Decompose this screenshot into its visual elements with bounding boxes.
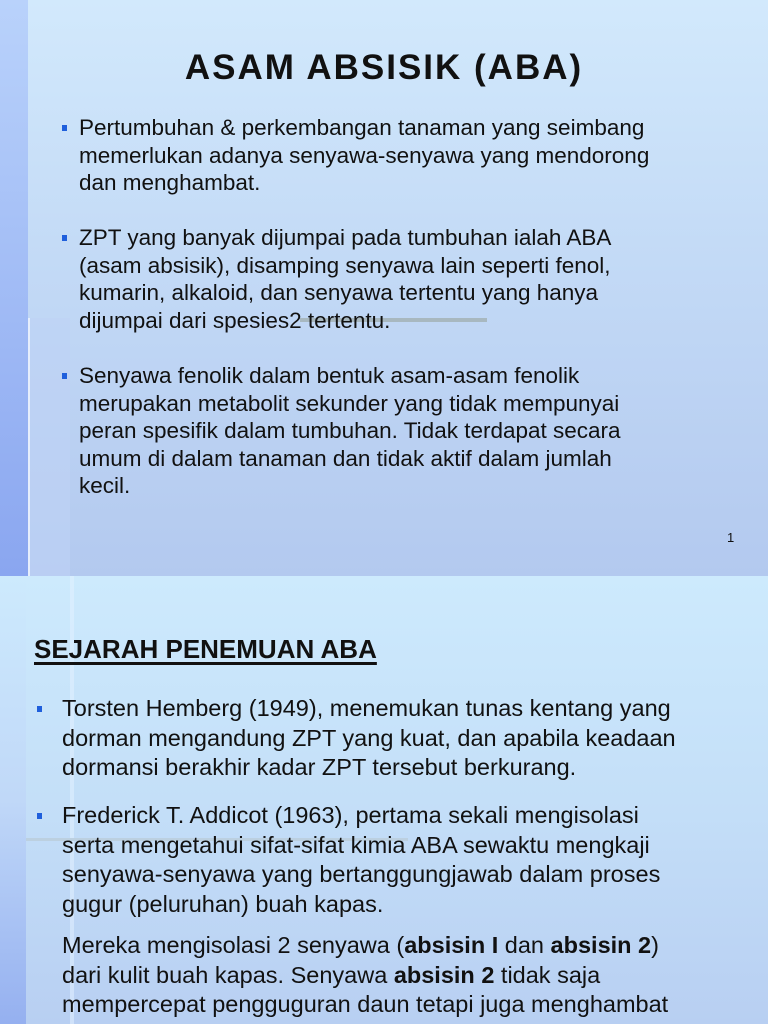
- text-line: Frederick T. Addicot (1963), pertama sekali mengisolasi: [62, 802, 639, 828]
- bullet-item: [79, 224, 611, 334]
- slide-title: ASAM ABSISIK (ABA): [184, 48, 584, 87]
- text: ): [651, 932, 659, 958]
- text-line: Senyawa fenolik dalam bentuk asam-asam fenolik: [79, 363, 580, 388]
- text-line: senyawa-senyawa yang bertanggungjawab dalam proses: [62, 861, 661, 888]
- text-line: serta mengetahui sifat-sifat kimia ABA sewaktu mengkaji: [62, 831, 650, 858]
- bullet-square-icon: [37, 813, 42, 819]
- text-line: dorman mengandung ZPT yang kuat, dan apabila keadaan: [62, 724, 676, 751]
- bullet-square-icon: [62, 235, 67, 241]
- text-line: Pertumbuhan & perkembangan tanaman yang seimbang: [79, 115, 645, 140]
- text: dan: [498, 932, 551, 958]
- decorative-strip: [0, 576, 26, 1024]
- text-line: mempercepat pengguguran daun tetapi juga menghambat: [62, 991, 669, 1018]
- text-line: (asam absisik), disamping senyawa lain seperti fenol,: [79, 252, 611, 278]
- bold-term: absisin 2: [550, 932, 652, 958]
- bullet-item: [62, 694, 676, 783]
- bullet-item: [79, 362, 621, 500]
- text-line: Torsten Hemberg (1949), menemukan tunas kentang yang: [62, 695, 671, 721]
- bullet-square-icon: [62, 125, 67, 131]
- paragraph: [62, 931, 668, 1020]
- text: dari kulit buah kapas. Senyawa: [62, 961, 394, 988]
- bullet-square-icon: [37, 706, 42, 712]
- text-line: peran spesifik dalam tumbuhan. Tidak terdapat secara: [79, 418, 621, 443]
- text-line: kumarin, alkaloid, dan senyawa tertentu yang hanya: [79, 280, 599, 305]
- bullet-square-icon: [62, 373, 67, 379]
- page-number: 1: [727, 530, 735, 545]
- text-line: gugur (peluruhan) buah kapas.: [62, 891, 384, 918]
- slide-title: SEJARAH PENEMUAN ABA: [34, 634, 377, 664]
- bullet-item: [62, 801, 660, 920]
- text-line: [62, 931, 668, 961]
- text: Mereka mengisolasi 2 senyawa (: [62, 932, 405, 958]
- text-line: ZPT yang banyak dijumpai pada tumbuhan ialah ABA: [79, 225, 612, 250]
- text-line: memerlukan adanya senyawa-senyawa yang mendorong: [79, 142, 650, 168]
- decorative-panel: [28, 318, 70, 576]
- text-line: kecil.: [79, 473, 131, 498]
- text: tidak saja: [494, 961, 601, 988]
- text-line: dijumpai dari spesies2 tertentu.: [79, 307, 391, 333]
- bold-term: absisin 2: [393, 961, 495, 988]
- text-line: umum di dalam tanaman dan tidak aktif dalam jumlah: [79, 445, 612, 471]
- bold-term: absisin I: [404, 932, 499, 958]
- text-line: [62, 961, 668, 991]
- bullet-item: [79, 114, 649, 197]
- text-line: dormansi berakhir kadar ZPT tersebut berkurang.: [62, 754, 577, 781]
- text-line: dan menghambat.: [79, 170, 261, 195]
- text-line: merupakan metabolit sekunder yang tidak mempunyai: [79, 390, 620, 416]
